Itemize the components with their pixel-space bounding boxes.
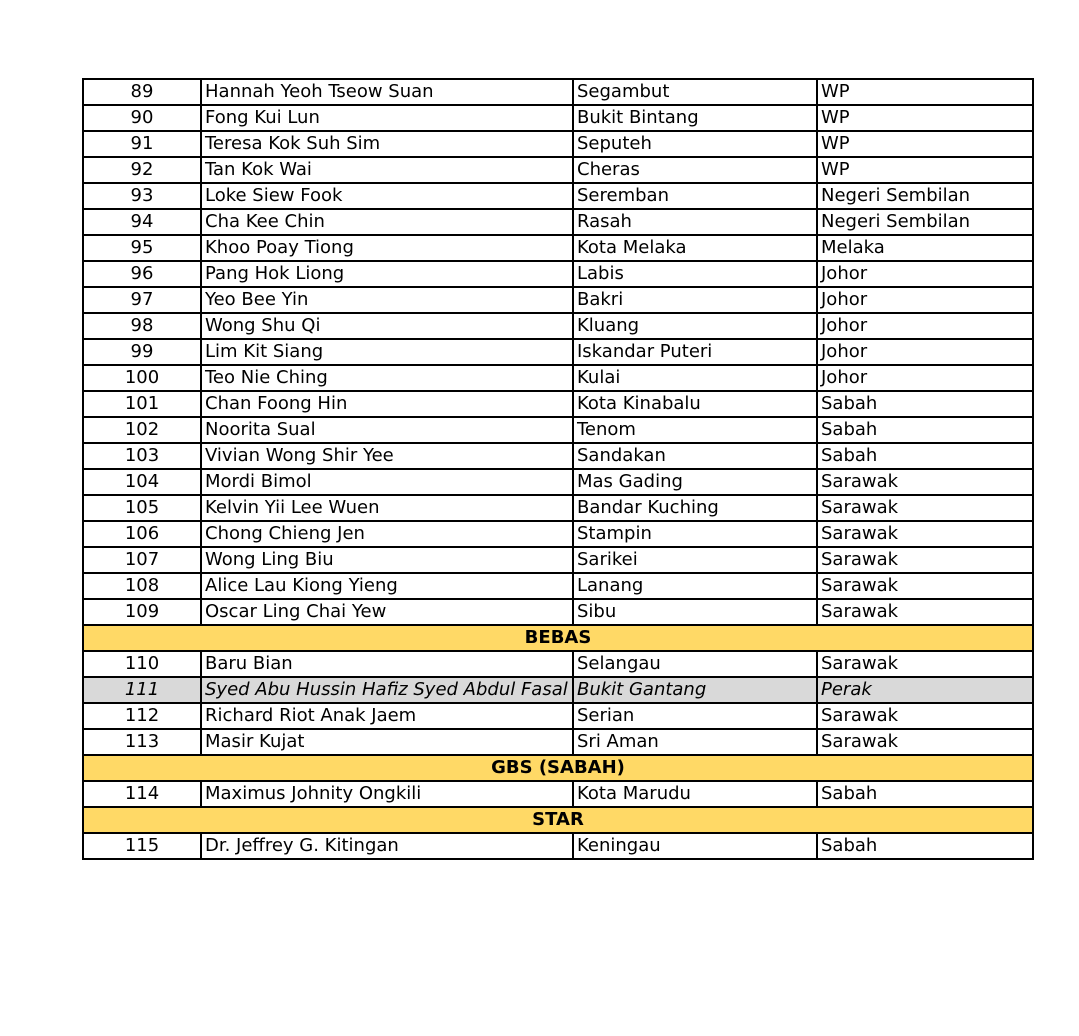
row-number-cell: 96	[83, 261, 201, 287]
member-name-cell: Maximus Johnity Ongkili	[201, 781, 573, 807]
constituency-cell: Rasah	[573, 209, 817, 235]
state-cell: WP	[817, 105, 1033, 131]
table-row	[83, 365, 1033, 391]
constituency-cell: Sibu	[573, 599, 817, 625]
state-cell: Johor	[817, 287, 1033, 313]
member-name-cell: Teo Nie Ching	[201, 365, 573, 391]
row-number-cell: 104	[83, 469, 201, 495]
row-number-cell: 99	[83, 339, 201, 365]
table-row	[83, 183, 1033, 209]
member-name-cell: Khoo Poay Tiong	[201, 235, 573, 261]
state-cell: Sarawak	[817, 651, 1033, 677]
row-number-cell: 92	[83, 157, 201, 183]
table-row	[83, 287, 1033, 313]
row-number-cell: 100	[83, 365, 201, 391]
state-cell: WP	[817, 79, 1033, 105]
state-cell: Sarawak	[817, 729, 1033, 755]
member-name-cell: Alice Lau Kiong Yieng	[201, 573, 573, 599]
member-name-cell: Tan Kok Wai	[201, 157, 573, 183]
member-name-cell: Dr. Jeffrey G. Kitingan	[201, 833, 573, 859]
row-number-cell: 114	[83, 781, 201, 807]
table-row	[83, 521, 1033, 547]
constituency-cell: Sandakan	[573, 443, 817, 469]
member-name-cell: Wong Ling Biu	[201, 547, 573, 573]
constituency-cell: Sri Aman	[573, 729, 817, 755]
party-header-row	[83, 755, 1033, 781]
row-number-cell: 90	[83, 105, 201, 131]
table-row	[83, 235, 1033, 261]
table-row	[83, 79, 1033, 105]
state-cell: Sabah	[817, 443, 1033, 469]
constituency-cell: Stampin	[573, 521, 817, 547]
constituency-cell: Tenom	[573, 417, 817, 443]
state-cell: WP	[817, 131, 1033, 157]
state-cell: Sarawak	[817, 703, 1033, 729]
constituency-cell: Kota Kinabalu	[573, 391, 817, 417]
table-row	[83, 131, 1033, 157]
constituency-cell: Bukit Bintang	[573, 105, 817, 131]
member-name-cell: Lim Kit Siang	[201, 339, 573, 365]
state-cell: Sarawak	[817, 469, 1033, 495]
party-header: BEBAS	[83, 625, 1033, 651]
member-name-cell: Masir Kujat	[201, 729, 573, 755]
row-number-cell: 112	[83, 703, 201, 729]
member-name-cell: Chong Chieng Jen	[201, 521, 573, 547]
row-number-cell: 89	[83, 79, 201, 105]
state-cell: Sabah	[817, 781, 1033, 807]
constituency-cell: Kulai	[573, 365, 817, 391]
table-row	[83, 651, 1033, 677]
constituency-cell: Lanang	[573, 573, 817, 599]
party-header: GBS (SABAH)	[83, 755, 1033, 781]
member-name-cell: Fong Kui Lun	[201, 105, 573, 131]
table-row	[83, 469, 1033, 495]
row-number-cell: 110	[83, 651, 201, 677]
row-number-cell: 107	[83, 547, 201, 573]
row-number-cell: 108	[83, 573, 201, 599]
table-row	[83, 157, 1033, 183]
table-row	[83, 729, 1033, 755]
table-row	[83, 677, 1033, 703]
table-row	[83, 781, 1033, 807]
constituency-cell: Bandar Kuching	[573, 495, 817, 521]
row-number-cell: 111	[83, 677, 201, 703]
table-row	[83, 495, 1033, 521]
row-number-cell: 113	[83, 729, 201, 755]
constituency-cell: Seputeh	[573, 131, 817, 157]
table-row	[83, 105, 1033, 131]
member-name-cell: Teresa Kok Suh Sim	[201, 131, 573, 157]
state-cell: Negeri Sembilan	[817, 183, 1033, 209]
state-cell: Sabah	[817, 391, 1033, 417]
state-cell: Sarawak	[817, 599, 1033, 625]
table-row	[83, 703, 1033, 729]
row-number-cell: 101	[83, 391, 201, 417]
row-number-cell: 98	[83, 313, 201, 339]
constituency-cell: Iskandar Puteri	[573, 339, 817, 365]
member-name-cell: Chan Foong Hin	[201, 391, 573, 417]
state-cell: Sarawak	[817, 521, 1033, 547]
party-header-row	[83, 625, 1033, 651]
constituency-cell: Kluang	[573, 313, 817, 339]
constituency-cell: Selangau	[573, 651, 817, 677]
constituency-cell: Sarikei	[573, 547, 817, 573]
member-name-cell: Loke Siew Fook	[201, 183, 573, 209]
member-name-cell: Oscar Ling Chai Yew	[201, 599, 573, 625]
row-number-cell: 94	[83, 209, 201, 235]
member-name-cell: Noorita Sual	[201, 417, 573, 443]
state-cell: Johor	[817, 261, 1033, 287]
row-number-cell: 93	[83, 183, 201, 209]
constituency-cell: Labis	[573, 261, 817, 287]
constituency-cell: Keningau	[573, 833, 817, 859]
constituency-cell: Segambut	[573, 79, 817, 105]
member-name-cell: Wong Shu Qi	[201, 313, 573, 339]
state-cell: WP	[817, 157, 1033, 183]
table-row	[83, 313, 1033, 339]
row-number-cell: 97	[83, 287, 201, 313]
row-number-cell: 115	[83, 833, 201, 859]
state-cell: Melaka	[817, 235, 1033, 261]
constituency-cell: Serian	[573, 703, 817, 729]
table-row	[83, 417, 1033, 443]
table-row	[83, 209, 1033, 235]
table-row	[83, 391, 1033, 417]
row-number-cell: 109	[83, 599, 201, 625]
member-name-cell: Vivian Wong Shir Yee	[201, 443, 573, 469]
constituency-cell: Kota Marudu	[573, 781, 817, 807]
party-header: STAR	[83, 807, 1033, 833]
members-table	[82, 78, 1034, 860]
constituency-cell: Seremban	[573, 183, 817, 209]
state-cell: Negeri Sembilan	[817, 209, 1033, 235]
member-name-cell: Mordi Bimol	[201, 469, 573, 495]
state-cell: Johor	[817, 365, 1033, 391]
constituency-cell: Bukit Gantang	[573, 677, 817, 703]
state-cell: Sarawak	[817, 547, 1033, 573]
table-row	[83, 261, 1033, 287]
table-row	[83, 833, 1033, 859]
state-cell: Sarawak	[817, 573, 1033, 599]
state-cell: Johor	[817, 339, 1033, 365]
table-row	[83, 339, 1033, 365]
table-row	[83, 599, 1033, 625]
state-cell: Perak	[817, 677, 1033, 703]
member-name-cell: Syed Abu Hussin Hafiz Syed Abdul Fasal	[201, 677, 573, 703]
row-number-cell: 103	[83, 443, 201, 469]
table-row	[83, 547, 1033, 573]
member-name-cell: Pang Hok Liong	[201, 261, 573, 287]
constituency-cell: Kota Melaka	[573, 235, 817, 261]
row-number-cell: 102	[83, 417, 201, 443]
member-name-cell: Kelvin Yii Lee Wuen	[201, 495, 573, 521]
row-number-cell: 95	[83, 235, 201, 261]
table-row	[83, 443, 1033, 469]
member-name-cell: Cha Kee Chin	[201, 209, 573, 235]
state-cell: Sarawak	[817, 495, 1033, 521]
state-cell: Sabah	[817, 833, 1033, 859]
row-number-cell: 91	[83, 131, 201, 157]
constituency-cell: Bakri	[573, 287, 817, 313]
table-row	[83, 573, 1033, 599]
state-cell: Johor	[817, 313, 1033, 339]
party-header-row	[83, 807, 1033, 833]
member-name-cell: Hannah Yeoh Tseow Suan	[201, 79, 573, 105]
state-cell: Sabah	[817, 417, 1033, 443]
row-number-cell: 105	[83, 495, 201, 521]
row-number-cell: 106	[83, 521, 201, 547]
member-name-cell: Yeo Bee Yin	[201, 287, 573, 313]
constituency-cell: Cheras	[573, 157, 817, 183]
constituency-cell: Mas Gading	[573, 469, 817, 495]
members-table-body	[83, 79, 1033, 859]
member-name-cell: Richard Riot Anak Jaem	[201, 703, 573, 729]
member-name-cell: Baru Bian	[201, 651, 573, 677]
